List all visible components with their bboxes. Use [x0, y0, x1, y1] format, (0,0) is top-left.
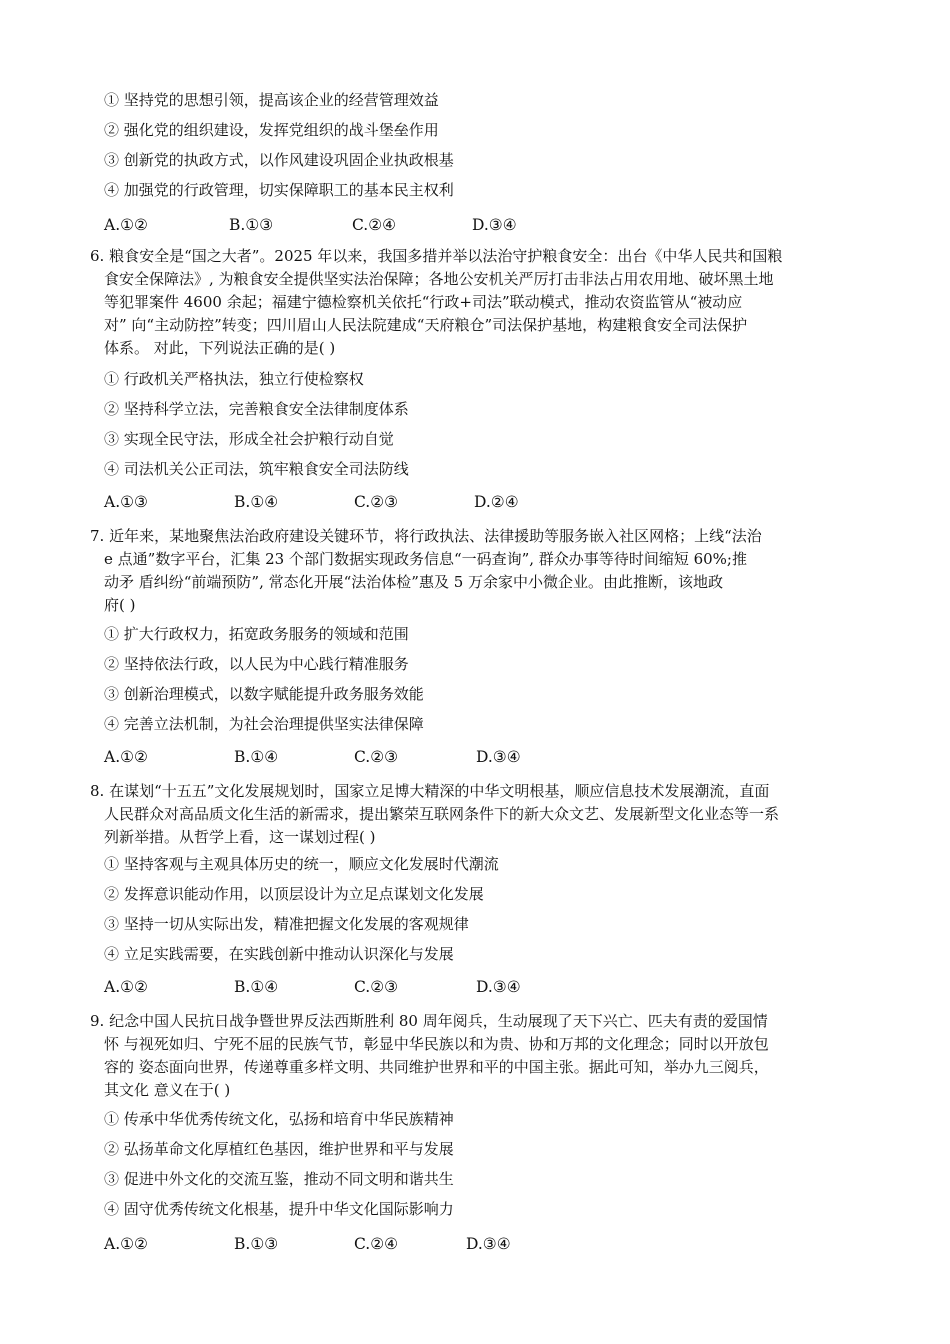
question-stem-line: 怀 与视死如归、宁死不屈的民族气节，彰显中华民族以和为贵、协和万邦的文化理念；同时以开放包 — [104, 1035, 769, 1053]
option-2: ② 坚持科学立法，完善粮食安全法律制度体系 — [104, 400, 409, 418]
question-stem-line: 其文化 意义在于( ) — [104, 1081, 231, 1099]
choice-c: C.②③ — [354, 493, 399, 511]
question-stem-line: 对” 向“主动防控”转变；四川眉山人民法院建成“天府粮仓”司法保护基地，构建粮食安全司法保护 — [104, 316, 748, 334]
question-stem-line: 等犯罪案件 4600 余起；福建宁德检察机关依托“行政+司法”联动模式，推动农资监管从“被动应 — [104, 293, 743, 311]
question-stem-line: 人民群众对高品质文化生活的新需求，提出繁荣互联网条件下的新大众文艺、发展新型文化业态等一系 — [104, 805, 780, 823]
choice-b: B.①③ — [229, 216, 274, 234]
option-3: ③ 实现全民守法，形成全社会护粮行动自觉 — [104, 430, 394, 448]
option-3: ③ 促进中外文化的交流互鉴，推动不同文明和谐共生 — [104, 1170, 454, 1188]
choice-d: D.③④ — [476, 748, 521, 766]
option-4: ④ 立足实践需要，在实践创新中推动认识深化与发展 — [104, 945, 454, 963]
choice-d: D.②④ — [474, 493, 519, 511]
option-1: ① 坚持党的思想引领，提高该企业的经营管理效益 — [104, 91, 439, 109]
choice-d: D.③④ — [472, 216, 517, 234]
choice-a: A.①③ — [104, 493, 148, 511]
option-3: ③ 创新党的执政方式，以作风建设巩固企业执政根基 — [104, 151, 454, 169]
choice-c: C.②③ — [354, 978, 399, 996]
choice-c: C.②③ — [354, 748, 399, 766]
option-1: ① 行政机关严格执法，独立行使检察权 — [104, 370, 364, 388]
question-stem-line: e 点通”数字平台，汇集 23 个部门数据实现政务信息“一码查询”, 群众办事等待时间缩短 60%;推 — [104, 550, 747, 568]
option-2: ② 坚持依法行政，以人民为中心践行精准服务 — [104, 655, 409, 673]
choice-b: B.①③ — [234, 1235, 279, 1253]
choice-a: A.①② — [104, 1235, 148, 1253]
option-3: ③ 创新治理模式，以数字赋能提升政务服务效能 — [104, 685, 424, 703]
option-2: ② 发挥意识能动作用，以顶层设计为立足点谋划文化发展 — [104, 885, 484, 903]
question-stem-line: 6. 粮食安全是“国之大者”。2025 年以来，我国多措并举以法治守护粮食安全：出台《中华人民共和国粮 — [90, 247, 783, 265]
choice-d: D.③④ — [466, 1235, 511, 1253]
choice-c: C.②④ — [352, 216, 397, 234]
choice-b: B.①④ — [234, 493, 279, 511]
option-4: ④ 加强党的行政管理，切实保障职工的基本民主权利 — [104, 181, 454, 199]
choice-d: D.③④ — [476, 978, 521, 996]
question-stem-line: 9. 纪念中国人民抗日战争暨世界反法西斯胜利 80 周年阅兵，生动展现了天下兴亡、匹夫有责的爱国情 — [90, 1012, 768, 1030]
option-4: ④ 完善立法机制，为社会治理提供坚实法律保障 — [104, 715, 424, 733]
choice-a: A.①② — [104, 216, 148, 234]
choice-a: A.①② — [104, 748, 148, 766]
question-stem-line: 列新举措。从哲学上看，这一谋划过程( ) — [104, 828, 376, 846]
choice-b: B.①④ — [234, 978, 279, 996]
question-stem-line: 7. 近年来，某地聚焦法治政府建设关键环节，将行政执法、法律援助等服务嵌入社区网格；上线“法治 — [90, 527, 762, 545]
option-1: ① 扩大行政权力，拓宽政务服务的领域和范围 — [104, 625, 409, 643]
question-stem-line: 体系。 对此，下列说法正确的是( ) — [104, 339, 336, 357]
option-2: ② 强化党的组织建设，发挥党组织的战斗堡垒作用 — [104, 121, 439, 139]
option-1: ① 坚持客观与主观具体历史的统一，顺应文化发展时代潮流 — [104, 855, 499, 873]
option-3: ③ 坚持一切从实际出发，精准把握文化发展的客观规律 — [104, 915, 469, 933]
option-2: ② 弘扬革命文化厚植红色基因，维护世界和平与发展 — [104, 1140, 454, 1158]
choice-c: C.②④ — [354, 1235, 399, 1253]
question-stem-line: 食安全保障法》, 为粮食安全提供坚实法治保障；各地公安机关严厉打击非法占用农用地、破坏黑土地 — [104, 270, 774, 288]
option-4: ④ 固守优秀传统文化根基，提升中华文化国际影响力 — [104, 1200, 454, 1218]
option-1: ① 传承中华优秀传统文化，弘扬和培育中华民族精神 — [104, 1110, 454, 1128]
choice-b: B.①④ — [234, 748, 279, 766]
question-stem-line: 8. 在谋划“十五五”文化发展规划时，国家立足博大精深的中华文明根基，顺应信息技术发展潮流，直面 — [90, 782, 770, 800]
question-stem-line: 动矛 盾纠纷“前端预防”, 常态化开展“法治体检”惠及 5 万余家中小微企业。由此推断，该地政 — [104, 573, 724, 591]
question-stem-line: 府( ) — [104, 596, 136, 614]
question-stem-line: 容的 姿态面向世界，传递尊重多样文明、共同维护世界和平的中国主张。据此可知，举办九三阅兵， — [104, 1058, 769, 1076]
option-4: ④ 司法机关公正司法，筑牢粮食安全司法防线 — [104, 460, 409, 478]
choice-a: A.①② — [104, 978, 148, 996]
